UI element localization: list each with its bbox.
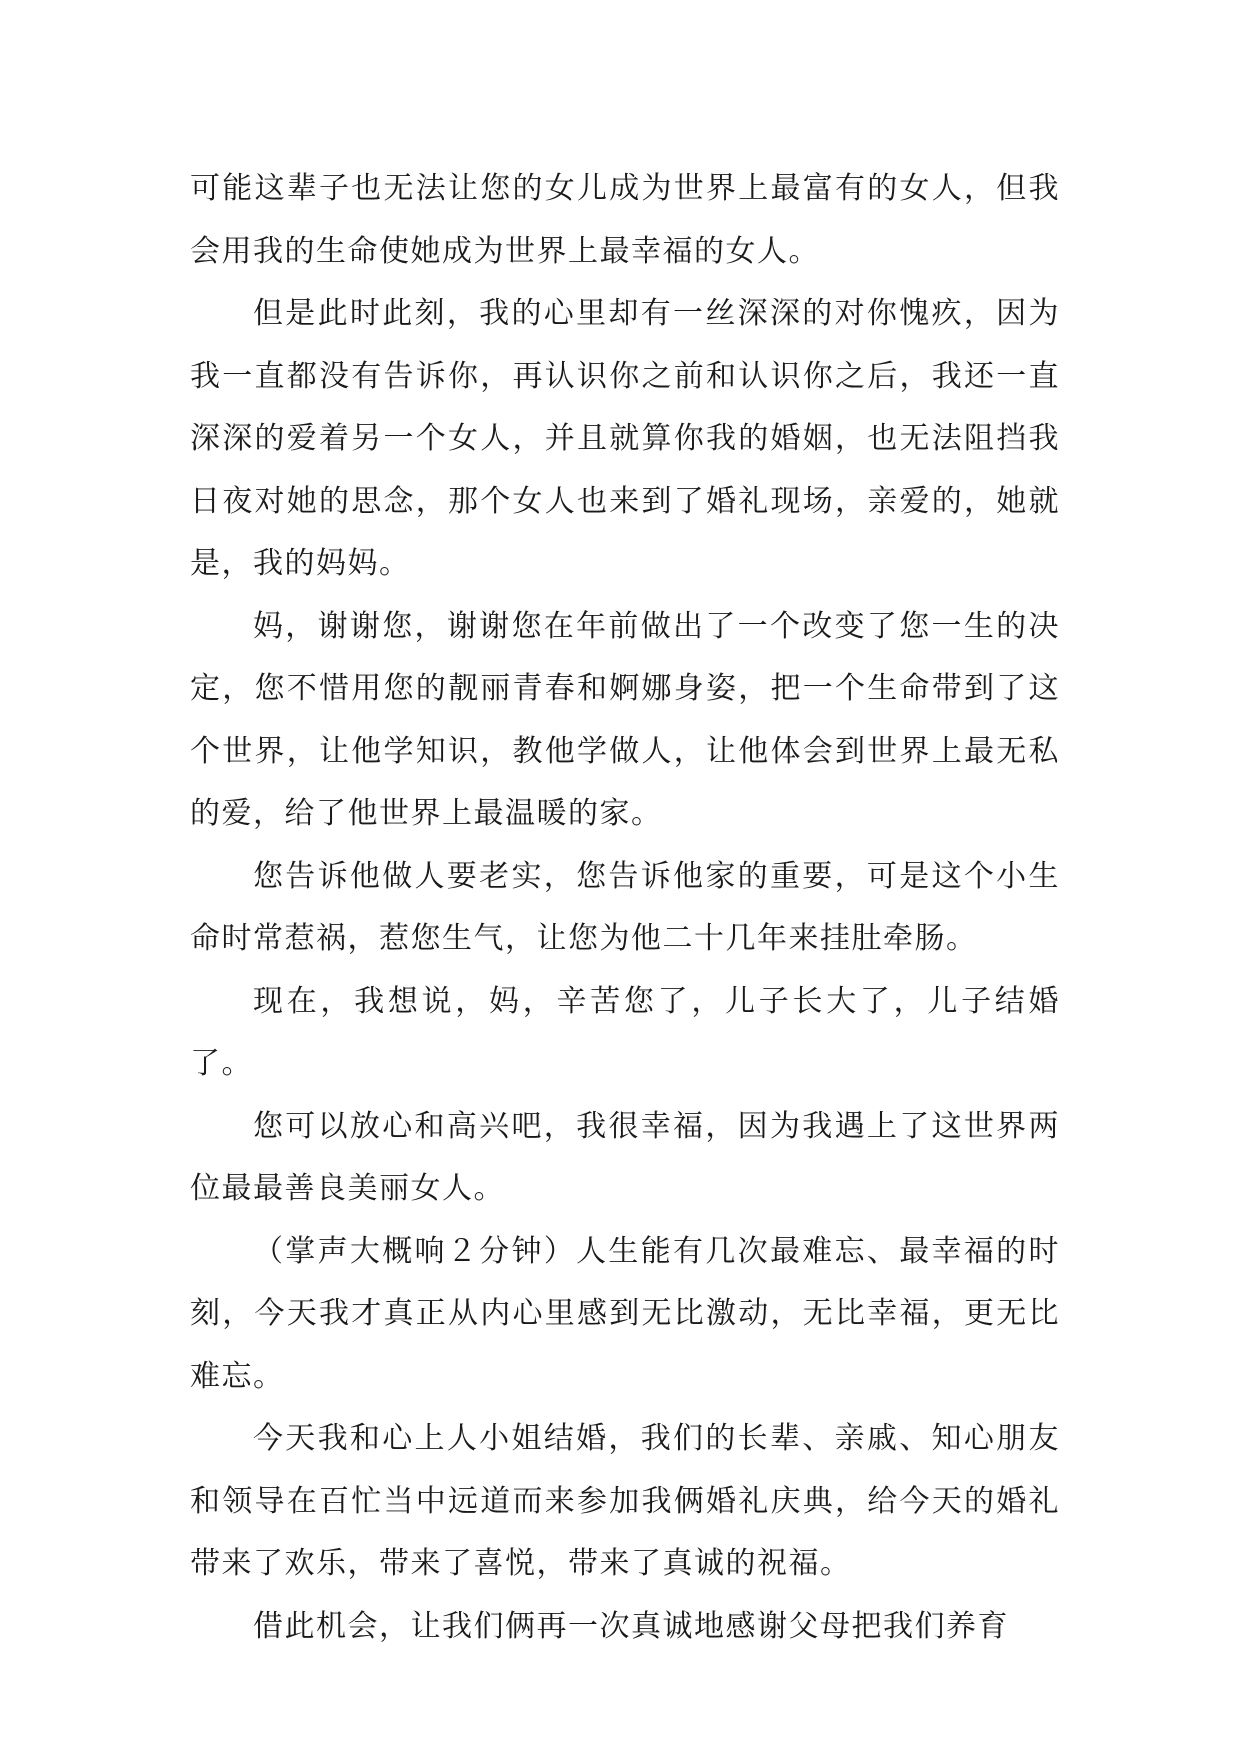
paragraph-3: 妈，谢谢您，谢谢您在年前做出了一个改变了您一生的决定，您不惜用您的靓丽青春和婀娜身姿，把一个生命带到了这个世界，让他学知识，教他学做人，让他体会到世界上最无私的爱，给了他世界上最温暖的家。 — [190, 608, 1060, 831]
document-body — [190, 158, 1060, 1658]
paragraph-5: 现在，我想说，妈，辛苦您了，儿子长大了，儿子结婚了。 — [190, 983, 1060, 1081]
paragraph-9: 借此机会，让我们俩再一次真诚地感谢父母把我们养育 — [253, 1608, 1009, 1644]
paragraph-2: 但是此时此刻，我的心里却有一丝深深的对你愧疚，因为我一直都没有告诉你，再认识你之前和认识你之后，我还一直深深的爱着另一个女人，并且就算你我的婚姻，也无法阻挡我日夜对她的思念，那个女人也来到了婚礼现场，亲爱的，她就是，我的妈妈。 — [190, 296, 1060, 581]
paragraph-1: 可能这辈子也无法让您的女儿成为世界上最富有的女人，但我会用我的生命使她成为世界上最幸福的女人。 — [190, 171, 1060, 269]
paragraph-6: 您可以放心和高兴吧，我很幸福，因为我遇上了这世界两位最最善良美丽女人。 — [190, 1108, 1060, 1206]
paragraph-4: 您告诉他做人要老实，您告诉他家的重要，可是这个小生命时常惹祸，惹您生气，让您为他二十几年来挂肚牵肠。 — [190, 858, 1060, 956]
paragraph-7: （掌声大概响２分钟）人生能有几次最难忘、最幸福的时刻，今天我才真正从内心里感到无比激动，无比幸福，更无比难忘。 — [190, 1233, 1060, 1394]
paragraph-8: 今天我和心上人小姐结婚，我们的长辈、亲戚、知心朋友和领导在百忙当中远道而来参加我俩婚礼庆典，给今天的婚礼带来了欢乐，带来了喜悦，带来了真诚的祝福。 — [190, 1421, 1060, 1581]
